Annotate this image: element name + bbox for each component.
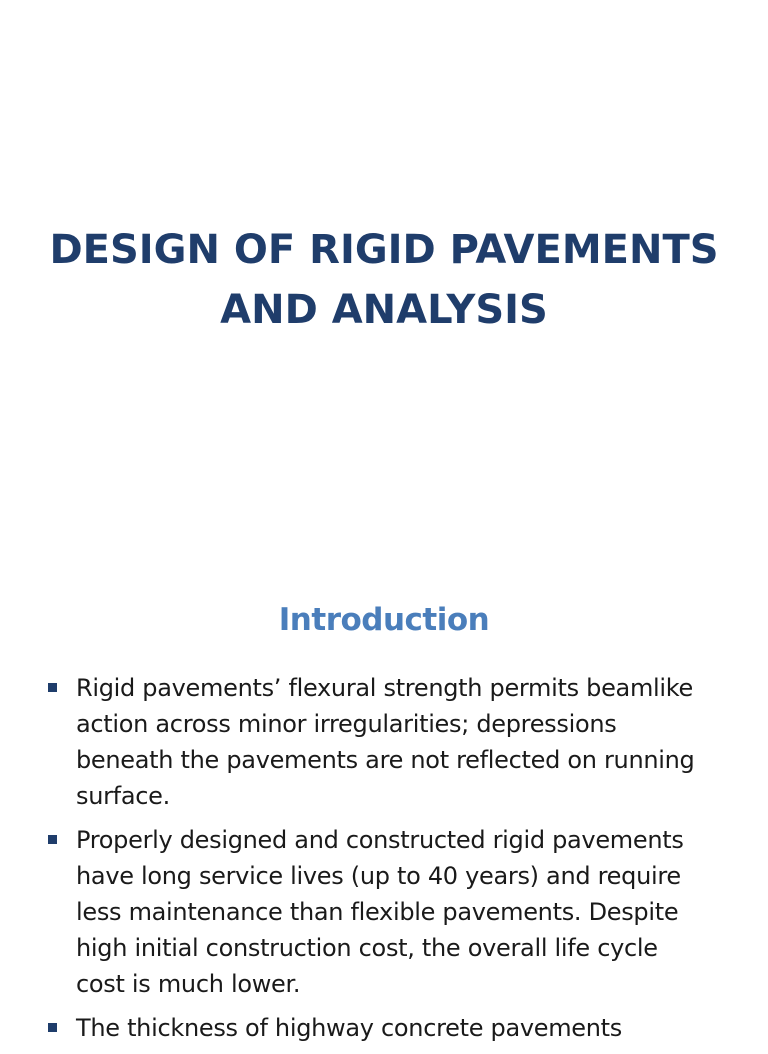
bullet-text: [76, 670, 746, 814]
bullet-line: surface.: [76, 782, 170, 810]
slide-title-line-1: DESIGN OF RIGID PAVEMENTS: [49, 227, 719, 273]
slide-title: [20, 220, 748, 340]
square-bullet-icon: [48, 683, 57, 692]
bullet-text: [76, 1010, 746, 1046]
bullet-list: [46, 670, 746, 1054]
bullet-line: less maintenance than flexible pavements. Despite: [76, 898, 679, 926]
bullet-line: action across minor irregularities; depressions: [76, 710, 617, 738]
bullet-item: [46, 822, 746, 1002]
section-heading: Introduction: [278, 602, 490, 638]
bullet-text: [76, 822, 746, 1002]
bullet-line: high initial construction cost, the overall life cycle: [76, 934, 658, 962]
bullet-line: beneath the pavements are not reflected on running: [76, 746, 695, 774]
square-bullet-icon: [48, 835, 57, 844]
bullet-item: [46, 670, 746, 814]
bullet-line: have long service lives (up to 40 years) and require: [76, 862, 681, 890]
bullet-line: Rigid pavements’ flexural strength permits beamlike: [76, 674, 693, 702]
bullet-line: Properly designed and constructed rigid pavements: [76, 826, 684, 854]
bullet-line: cost is much lower.: [76, 970, 301, 998]
bullet-line: The thickness of highway concrete pavements: [76, 1014, 622, 1042]
square-bullet-icon: [48, 1023, 57, 1032]
bullet-item: [46, 1010, 746, 1046]
slide-title-line-2: AND ANALYSIS: [220, 287, 548, 333]
